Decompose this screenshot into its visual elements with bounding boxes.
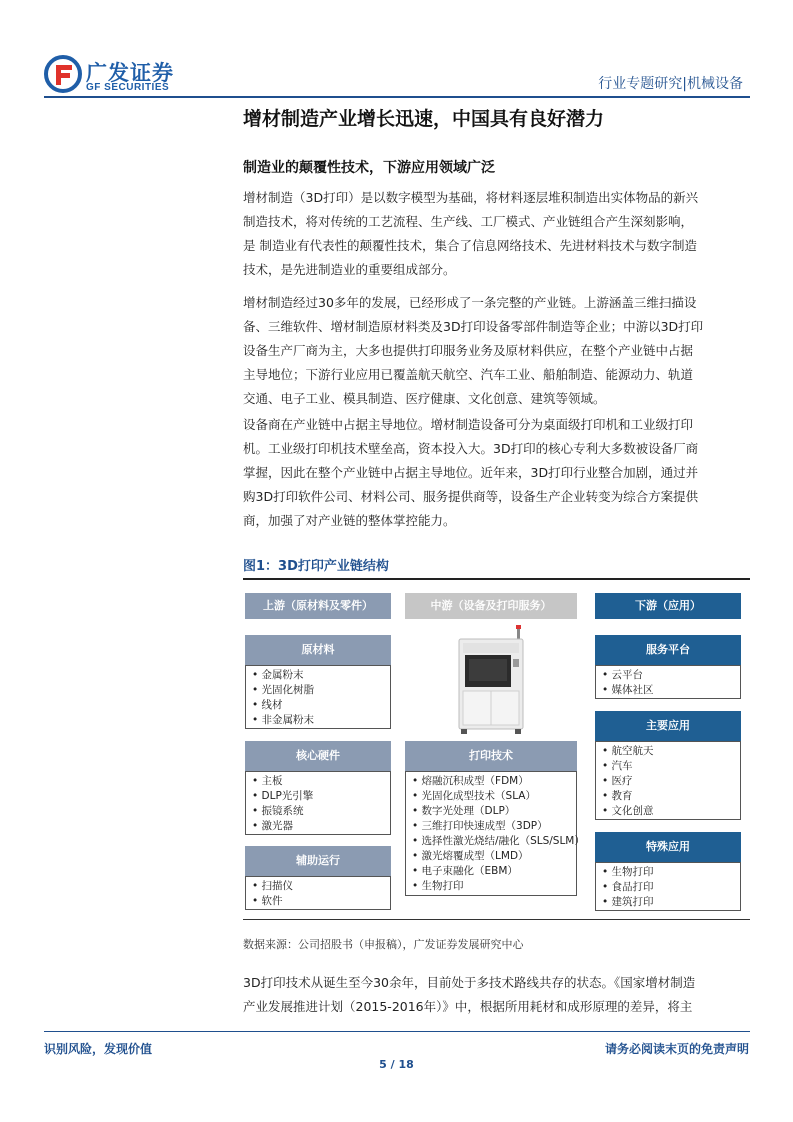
list-item: • 非金属粉末 [252,714,315,726]
page-title: 增材制造产业增长迅速，中国具有良好潜力 [243,108,605,130]
print-tech-list [405,771,585,896]
paragraph-line: 制造技术，将对传统的工艺流程、生产线、工厂模式、产业链组合产生深刻影响， [243,214,694,229]
footer-disclaimer: 请务必阅读末页的免责声明 [604,1042,749,1056]
paragraph-industry-chain [243,291,753,411]
figure-bottom-rule [243,919,750,920]
footer-divider [44,1031,750,1032]
list-item: • 线材 [252,699,283,711]
footer-slogan: 识别风险，发现价值 [44,1042,153,1056]
service-platform-list [595,665,741,699]
figure-top-rule [243,578,750,580]
list-item: • 光固化树脂 [252,684,315,696]
list-item: • 选择性激光烧结/融化（SLS/SLM） [412,835,585,847]
list-item: • 扫描仪 [252,880,294,892]
list-item: • 生物打印 [602,866,654,878]
list-item: • 激光熔覆成型（LMD） [412,850,529,862]
paragraph-line: 商，加强了对产业链的整体掌控能力。 [243,513,456,528]
paragraph-intro [243,186,753,282]
list-item: • 云平台 [602,669,644,681]
page-number: 5 / 18 [379,1058,414,1071]
auxiliary-list [245,876,391,910]
list-item: • 数字光处理（DLP） [412,805,516,817]
list-item: • 医疗 [602,775,633,787]
list-item: • 三维打印快速成型（3DP） [412,820,548,832]
list-item: • 熔融沉积成型（FDM） [412,775,529,787]
upstream-header: 上游（原材料及零件） [245,593,391,619]
paragraph-line: 增材制造（3D打印）是以数字模型为基础，将材料逐层堆积制造出实体物品的新兴 [243,190,699,205]
paragraph-equipment-makers [243,413,753,533]
report-category: 行业专题研究|机械设备 [598,76,743,92]
list-item: • 建筑打印 [602,896,654,908]
list-item: • 食品打印 [602,881,654,893]
logo-text-cn: 广发证券 [86,61,174,85]
figure-source: 数据来源：公司招股书（申报稿），广发证券发展研究中心 [243,938,524,951]
main-applications-list [595,741,741,820]
paragraph-line: 增材制造经过30多年的发展，已经形成了一条完整的产业链。上游涵盖三维扫描设 [243,295,697,310]
paragraph-line: 设备商在产业链中占据主导地位。增材制造设备可分为桌面级打印机和工业级打印 [243,417,694,432]
list-item: • 光固化成型技术（SLA） [412,790,536,802]
auxiliary-header: 辅助运行 [245,846,391,876]
logo-text-en: GF SECURITIES [86,82,170,93]
print-tech-header: 打印技术 [405,741,577,771]
paragraph-line: 购3D打印软件公司、材料公司、服务提供商等，设备生产企业转变为综合方案提供 [243,489,699,504]
special-applications-header: 特殊应用 [595,832,741,862]
core-hardware-list [245,771,391,835]
paragraph-line: 是 制造业有代表性的颠覆性技术，集合了信息网络技术、先进材料技术与数字制造 [243,238,697,253]
list-item: • 金属粉末 [252,669,304,681]
list-item: • 电子束融化（EBM） [412,865,518,877]
section-title: 制造业的颠覆性技术，下游应用领域广泛 [243,160,495,176]
gf-logo-icon [44,55,82,93]
list-item: • 主板 [252,775,283,787]
paragraph-line: 3D打印技术从诞生至今30余年，目前处于多技术路线共存的状态。《国家增材制造 [243,975,696,990]
list-item: • 振镜系统 [252,805,304,817]
paragraph-tech-routes [243,971,753,1019]
header-divider [44,96,750,98]
main-applications-header: 主要应用 [595,711,741,741]
paragraph-line: 主导地位；下游行业应用已覆盖航天航空、汽车工业、船舶制造、能源动力、轨道 [243,367,694,382]
paragraph-line: 机。工业级打印机技术壁垒高，资本投入大。3D打印的核心专利大多数被设备厂商 [243,441,699,456]
raw-materials-list [245,665,391,729]
list-item: • 软件 [252,895,283,907]
midstream-header: 中游（设备及打印服务） [405,593,577,619]
paragraph-line: 技术，是先进制造业的重要组成部分。 [243,262,456,277]
list-item: • 激光器 [252,820,294,832]
special-applications-list [595,862,741,911]
paragraph-line: 交通、电子工业、模具制造、医疗健康、文化创意、建筑等领域。 [243,391,606,406]
list-item: • 文化创意 [602,805,654,817]
list-item: • 教育 [602,790,633,802]
list-item: • DLP光引擎 [252,790,314,802]
paragraph-line: 掌握，因此在整个产业链中占据主导地位。近年来，3D打印行业整合加剧，通过并 [243,465,699,480]
company-logo [44,55,194,95]
figure-caption: 图1：3D打印产业链结构 [243,559,389,574]
3d-printer-image [455,625,529,735]
list-item: • 生物打印 [412,880,464,892]
list-item: • 媒体社区 [602,684,654,696]
core-hardware-header: 核心硬件 [245,741,391,771]
downstream-header: 下游（应用） [595,593,741,619]
list-item: • 汽车 [602,760,633,772]
service-platform-header: 服务平台 [595,635,741,665]
paragraph-line: 产业发展推进计划（2015-2016年）》中，根据所用耗材和成形原理的差异，将主 [243,999,693,1014]
list-item: • 航空航天 [602,745,654,757]
paragraph-line: 设备生产厂商为主，大多也提供打印服务业务及原材料供应，在整个产业链中占据 [243,343,694,358]
paragraph-line: 备、三维软件、增材制造原材料类及3D打印设备零部件制造等企业；中游以3D打印 [243,319,704,334]
raw-materials-header: 原材料 [245,635,391,665]
